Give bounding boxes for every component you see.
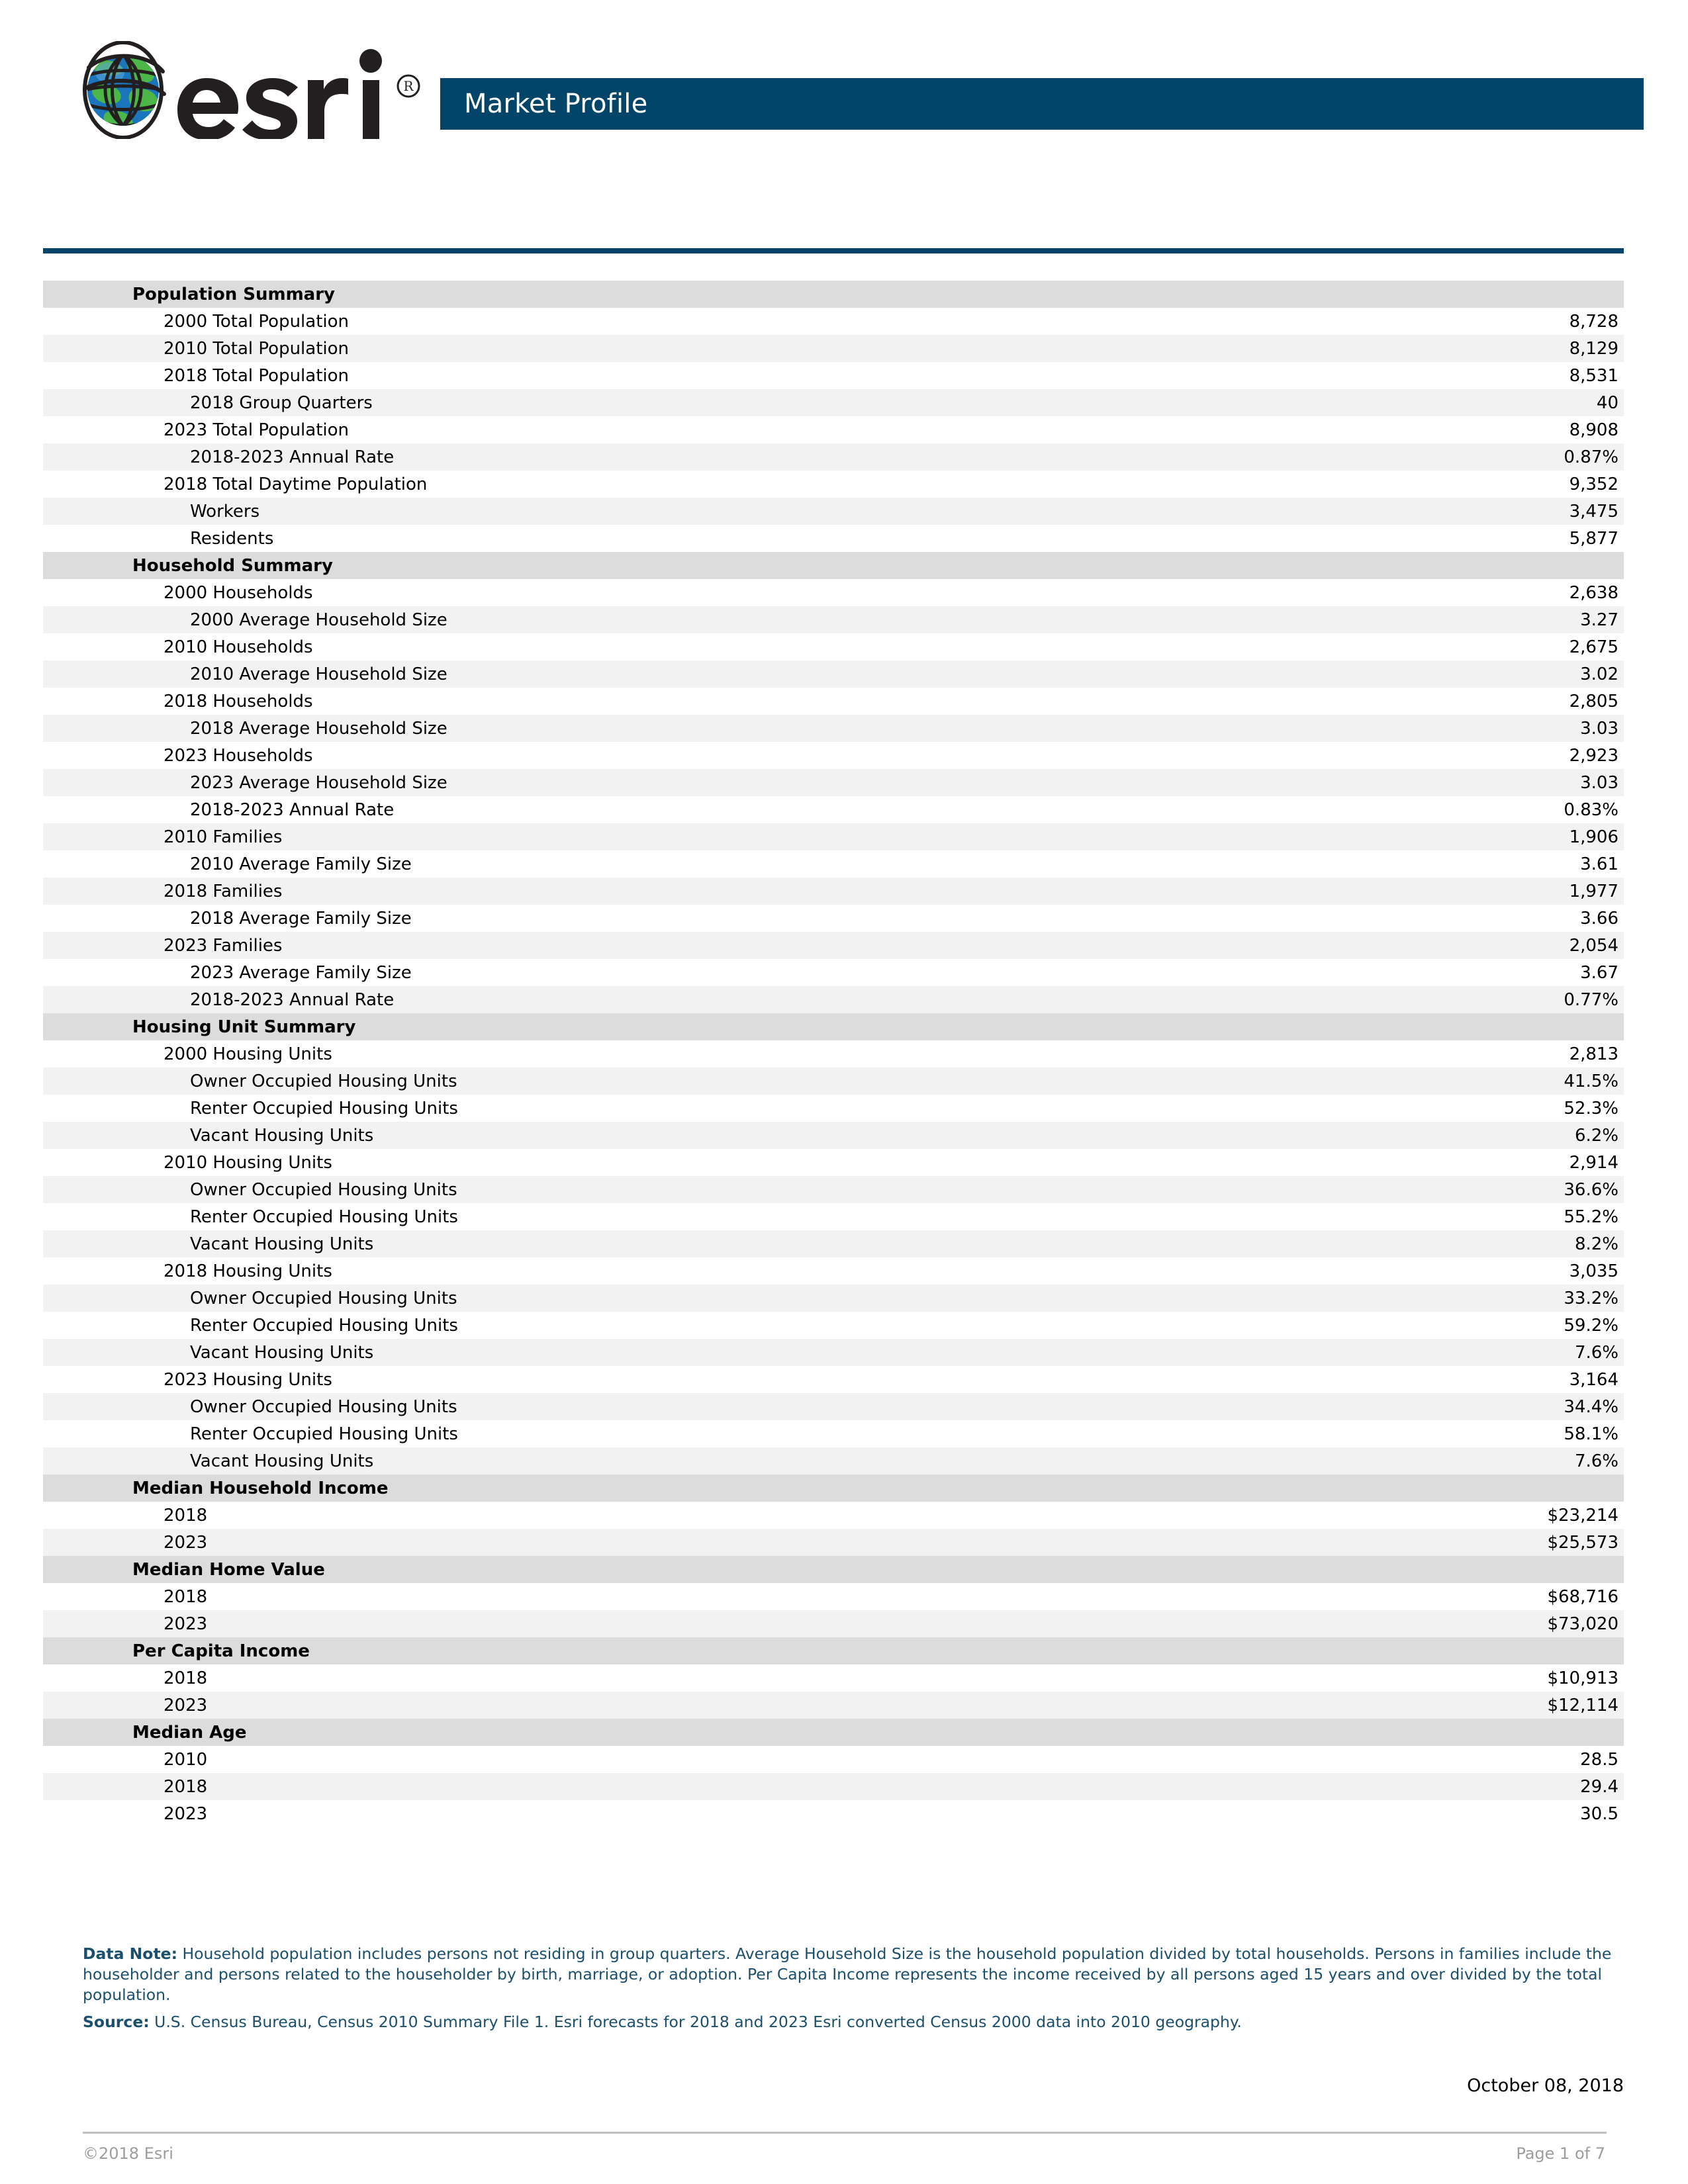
row-value: 2,805 [1569,691,1618,711]
copyright-text: ©2018 Esri [83,2144,173,2163]
table-row [43,1746,1624,1773]
table-row [43,742,1624,769]
table-row [43,1339,1624,1366]
esri-logo [79,41,437,134]
section-title: Population Summary [132,284,335,304]
table-row [43,850,1624,878]
page-number: Page 1 of 7 [1516,2144,1605,2163]
section-title: Household Summary [132,555,333,576]
table-row [43,471,1624,498]
row-value: 30.5 [1580,1803,1618,1824]
table-row [43,878,1624,905]
row-label: 2018 Average Family Size [190,908,412,929]
row-label: Renter Occupied Housing Units [190,1315,458,1336]
row-value: 3,035 [1569,1261,1618,1281]
table-row [43,335,1624,362]
footer-divider [83,2132,1607,2134]
row-label: 2010 [164,1749,208,1770]
row-value: 2,813 [1569,1044,1618,1064]
row-value: 28.5 [1580,1749,1618,1770]
row-label: Workers [190,501,260,522]
row-label: 2018 [164,1776,208,1797]
table-row [43,823,1624,850]
row-label: 2018-2023 Annual Rate [190,447,395,467]
table-row [43,1068,1624,1095]
row-value: 33.2% [1564,1288,1618,1308]
row-value: 7.6% [1574,1342,1618,1363]
source-note-text: U.S. Census Bureau, Census 2010 Summary File 1. Esri forecasts for 2018 and 2023 Esri converted Census 2000 data into 2010 geography. [149,2013,1242,2031]
row-label: 2000 Total Population [164,311,350,332]
table-row [43,1583,1624,1610]
row-label: 2018 Total Daytime Population [164,474,428,494]
row-value: 55.2% [1564,1206,1618,1227]
row-value: 3.67 [1580,962,1618,983]
table-section-header [43,1013,1624,1040]
table-section-header [43,1719,1624,1746]
row-value: 36.6% [1564,1179,1618,1200]
row-value: $12,114 [1547,1695,1618,1715]
table-row [43,1176,1624,1203]
table-row [43,688,1624,715]
table-row [43,932,1624,959]
row-value: 52.3% [1564,1098,1618,1118]
row-value: 2,923 [1569,745,1618,766]
table-row [43,1366,1624,1393]
row-label: 2018 [164,1586,208,1607]
row-value: 0.83% [1564,799,1618,820]
header-divider [43,248,1624,253]
table-row [43,525,1624,552]
section-title: Housing Unit Summary [132,1017,356,1037]
row-label: Owner Occupied Housing Units [190,1071,457,1091]
row-label: 2023 [164,1532,208,1553]
table-row [43,905,1624,932]
row-value: $73,020 [1547,1614,1618,1634]
table-row [43,1692,1624,1719]
row-label: 2018 Group Quarters [190,392,373,413]
data-note-text: Household population includes persons not residing in group quarters. Average Household Size is the household population divided by total households. Persons in families include the householder and persons related to the householder by birth, marriage, or adoption. Per Capita Income represents the income received by all persons aged 15 years and over divided by the total population. [83,1944,1612,2004]
table-row [43,986,1624,1013]
row-value: 3.03 [1580,718,1618,739]
row-label: 2023 [164,1614,208,1634]
row-label: 2018-2023 Annual Rate [190,799,395,820]
table-row [43,1230,1624,1257]
table-section-header [43,1556,1624,1583]
table-row [43,1393,1624,1420]
table-row [43,1095,1624,1122]
table-section-header [43,552,1624,579]
row-label: 2010 Households [164,637,313,657]
row-value: 1,906 [1569,827,1618,847]
table-row [43,362,1624,389]
table-row [43,389,1624,416]
report-title-banner [440,78,1644,130]
table-row [43,1420,1624,1447]
table-row [43,1257,1624,1285]
row-label: Vacant Housing Units [190,1125,374,1146]
globe-icon [79,41,167,139]
row-label: Renter Occupied Housing Units [190,1098,458,1118]
source-note [83,2012,1624,2032]
table-row [43,1447,1624,1475]
row-value: 7.6% [1574,1451,1618,1471]
table-row [43,498,1624,525]
table-row [43,769,1624,796]
row-value: 2,054 [1569,935,1618,956]
table-row [43,660,1624,688]
row-label: 2023 Average Family Size [190,962,412,983]
row-label: 2018 Housing Units [164,1261,332,1281]
row-value: 8,129 [1569,338,1618,359]
svg-text:R: R [403,78,414,94]
row-value: 41.5% [1564,1071,1618,1091]
row-label: 2018 Families [164,881,283,901]
row-label: 2023 Households [164,745,313,766]
row-label: 2023 [164,1803,208,1824]
row-label: 2018 Average Household Size [190,718,447,739]
row-value: $10,913 [1547,1668,1618,1688]
row-label: Renter Occupied Housing Units [190,1424,458,1444]
row-value: 1,977 [1569,881,1618,901]
row-label: 2000 Housing Units [164,1044,332,1064]
row-label: Renter Occupied Housing Units [190,1206,458,1227]
row-label: Vacant Housing Units [190,1234,374,1254]
row-value: 5,877 [1569,528,1618,549]
row-value: 3.02 [1580,664,1618,684]
row-label: 2018 [164,1668,208,1688]
table-row [43,1122,1624,1149]
row-label: 2023 Families [164,935,283,956]
table-row [43,715,1624,742]
row-value: 3,164 [1569,1369,1618,1390]
row-value: $23,214 [1547,1505,1618,1525]
section-title: Median Household Income [132,1478,389,1498]
row-value: 8.2% [1574,1234,1618,1254]
row-value: $68,716 [1547,1586,1618,1607]
row-label: 2010 Families [164,827,283,847]
row-value: 59.2% [1564,1315,1618,1336]
esri-wordmark [172,46,437,139]
section-title: Median Home Value [132,1559,325,1580]
row-value: $25,573 [1547,1532,1618,1553]
row-label: Vacant Housing Units [190,1451,374,1471]
table-row [43,1040,1624,1068]
row-value: 3.61 [1580,854,1618,874]
row-label: 2018 [164,1505,208,1525]
table-row [43,959,1624,986]
data-note-label: Data Note: [83,1944,178,1963]
row-label: Residents [190,528,274,549]
row-value: 2,914 [1569,1152,1618,1173]
table-row [43,1800,1624,1827]
row-label: 2023 Housing Units [164,1369,332,1390]
report-date: October 08, 2018 [1467,2075,1624,2096]
table-row [43,1149,1624,1176]
row-value: 29.4 [1580,1776,1618,1797]
row-value: 6.2% [1574,1125,1618,1146]
table-section-header [43,1637,1624,1664]
market-profile-table [43,281,1624,1827]
table-section-header [43,1475,1624,1502]
table-row [43,1664,1624,1692]
table-row [43,796,1624,823]
page-header [0,0,1688,172]
row-label: 2010 Total Population [164,338,350,359]
section-title: Median Age [132,1722,247,1743]
row-value: 0.77% [1564,989,1618,1010]
row-label: Vacant Housing Units [190,1342,374,1363]
table-row [43,1203,1624,1230]
row-label: 2018 Total Population [164,365,350,386]
page-title: Market Profile [464,89,648,119]
row-value: 0.87% [1564,447,1618,467]
source-note-label: Source: [83,2013,150,2031]
table-row [43,1502,1624,1529]
table-row [43,1312,1624,1339]
row-label: 2023 Average Household Size [190,772,447,793]
row-value: 40 [1596,392,1618,413]
table-row [43,606,1624,633]
table-row [43,1285,1624,1312]
row-label: 2000 Households [164,582,313,603]
table-section-header [43,281,1624,308]
row-label: 2010 Housing Units [164,1152,332,1173]
row-label: 2018 Households [164,691,313,711]
section-title: Per Capita Income [132,1641,310,1661]
row-label: 2010 Average Family Size [190,854,412,874]
row-value: 3.66 [1580,908,1618,929]
footnotes [83,1944,1624,2039]
row-label: 2023 Total Population [164,420,350,440]
row-value: 2,638 [1569,582,1618,603]
row-value: 34.4% [1564,1396,1618,1417]
row-value: 8,908 [1569,420,1618,440]
row-value: 8,531 [1569,365,1618,386]
row-value: 2,675 [1569,637,1618,657]
table-row [43,1773,1624,1800]
row-value: 3,475 [1569,501,1618,522]
row-value: 8,728 [1569,311,1618,332]
table-row [43,1529,1624,1556]
row-label: 2023 [164,1695,208,1715]
row-label: 2018-2023 Annual Rate [190,989,395,1010]
row-label: Owner Occupied Housing Units [190,1288,457,1308]
row-label: Owner Occupied Housing Units [190,1179,457,1200]
table-row [43,1610,1624,1637]
table-row [43,633,1624,660]
table-row [43,416,1624,443]
data-note [83,1944,1624,2005]
table-row [43,308,1624,335]
row-value: 9,352 [1569,474,1618,494]
row-value: 58.1% [1564,1424,1618,1444]
table-row [43,579,1624,606]
row-label: 2000 Average Household Size [190,610,447,630]
row-value: 3.03 [1580,772,1618,793]
table-row [43,443,1624,471]
row-label: Owner Occupied Housing Units [190,1396,457,1417]
row-label: 2010 Average Household Size [190,664,447,684]
row-value: 3.27 [1580,610,1618,630]
